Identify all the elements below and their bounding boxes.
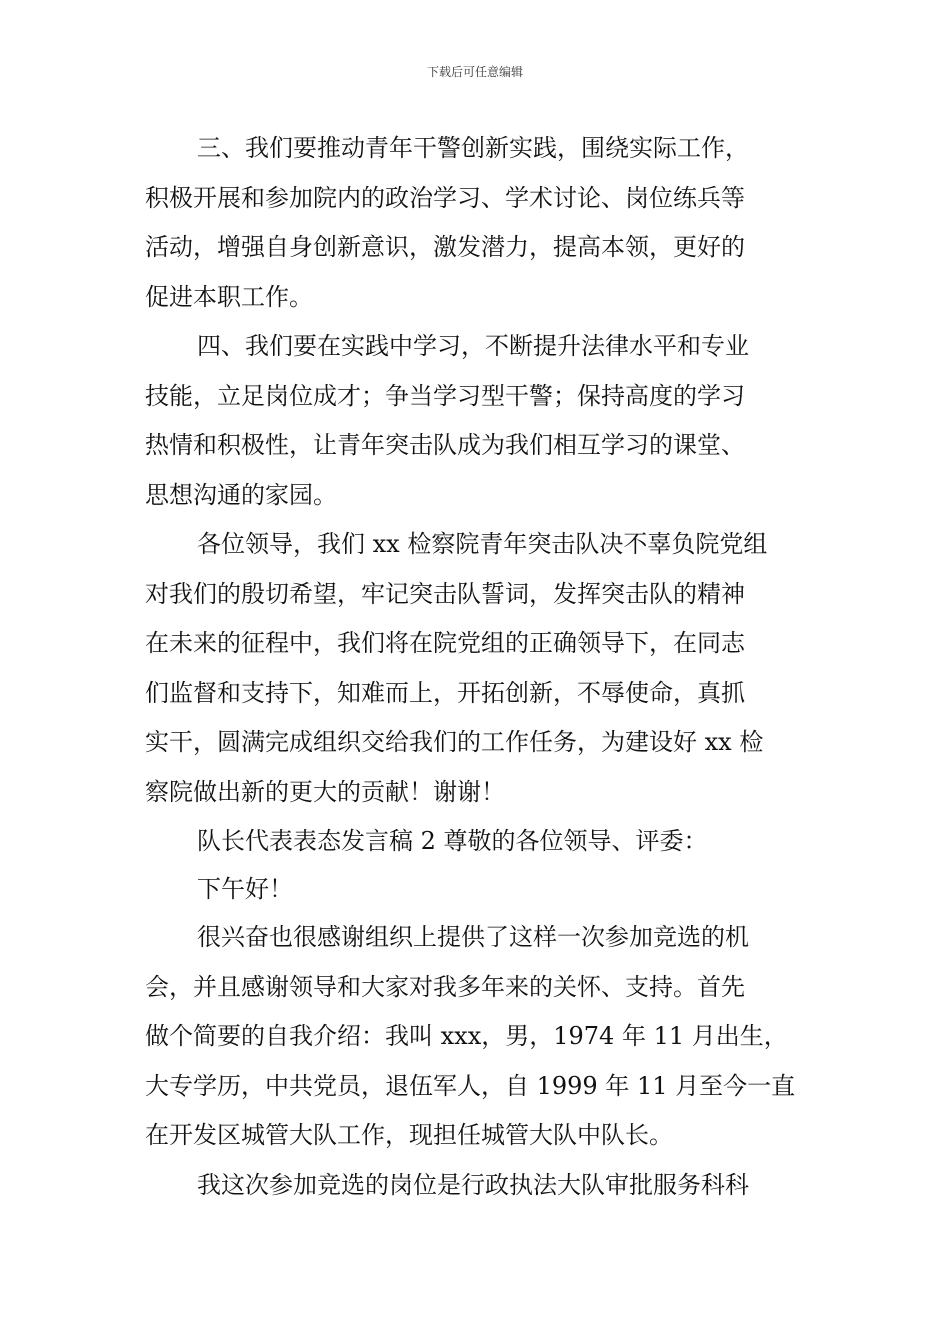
text-line: 会，并且感谢领导和大家对我多年来的关怀、支持。首先 [145,972,745,1001]
text-line: 促进本职工作。 [145,282,313,311]
text-line: 们监督和支持下，知难而上，开拓创新，不辱使命，真抓 [145,678,745,707]
text-line: 技能，立足岗位成才；争当学习型干警；保持高度的学习 [145,381,745,410]
document-body [145,124,810,1210]
text-line: 思想沟通的家园。 [145,480,337,509]
text-line: 在未来的征程中，我们将在院党组的正确领导下，在同志 [145,629,745,657]
text-line: 很兴奋也很感谢组织上提供了这样一次参加竞选的机 [197,923,749,951]
text-line: 热情和积极性，让青年突击队成为我们相互学习的课堂、 [145,431,745,459]
text-line: 察院做出新的更大的贡献！谢谢！ [145,777,505,806]
text-line: 大专学历，中共党员，退伍军人，自 1999 年 11 月至今一直 [145,1071,796,1100]
text-line: 我这次参加竞选的岗位是行政执法大队审批服务科科 [197,1170,749,1199]
text-line: 在开发区城管大队工作，现担任城管大队中队长。 [145,1121,673,1149]
text-line: 四、我们要在实践中学习，不断提升法律水平和专业 [197,332,749,360]
text-line: 积极开展和参加院内的政治学习、学术讨论、岗位练兵等 [145,183,745,212]
page-header-note: 下载后可任意编辑 [426,65,523,79]
text-line: 活动，增强自身创新意识，激发潜力，提高本领，更好的 [145,233,745,261]
text-line: 队长代表表态发言稿 2 尊敬的各位领导、评委： [197,827,708,855]
text-line: 做个简要的自我介绍：我叫 xxx，男，1974 年 11 月出生， [145,1022,788,1050]
text-line: 实干，圆满完成组织交给我们的工作任务，为建设好 xx 检 [145,728,764,756]
text-line: 对我们的殷切希望，牢记突击队誓词，发挥突击队的精神 [145,579,745,608]
text-line: 三、我们要推动青年干警创新实践，围绕实际工作， [197,134,749,162]
text-line: 下午好！ [197,875,293,903]
text-line: 各位领导，我们 xx 检察院青年突击队决不辜负院党组 [197,530,768,558]
